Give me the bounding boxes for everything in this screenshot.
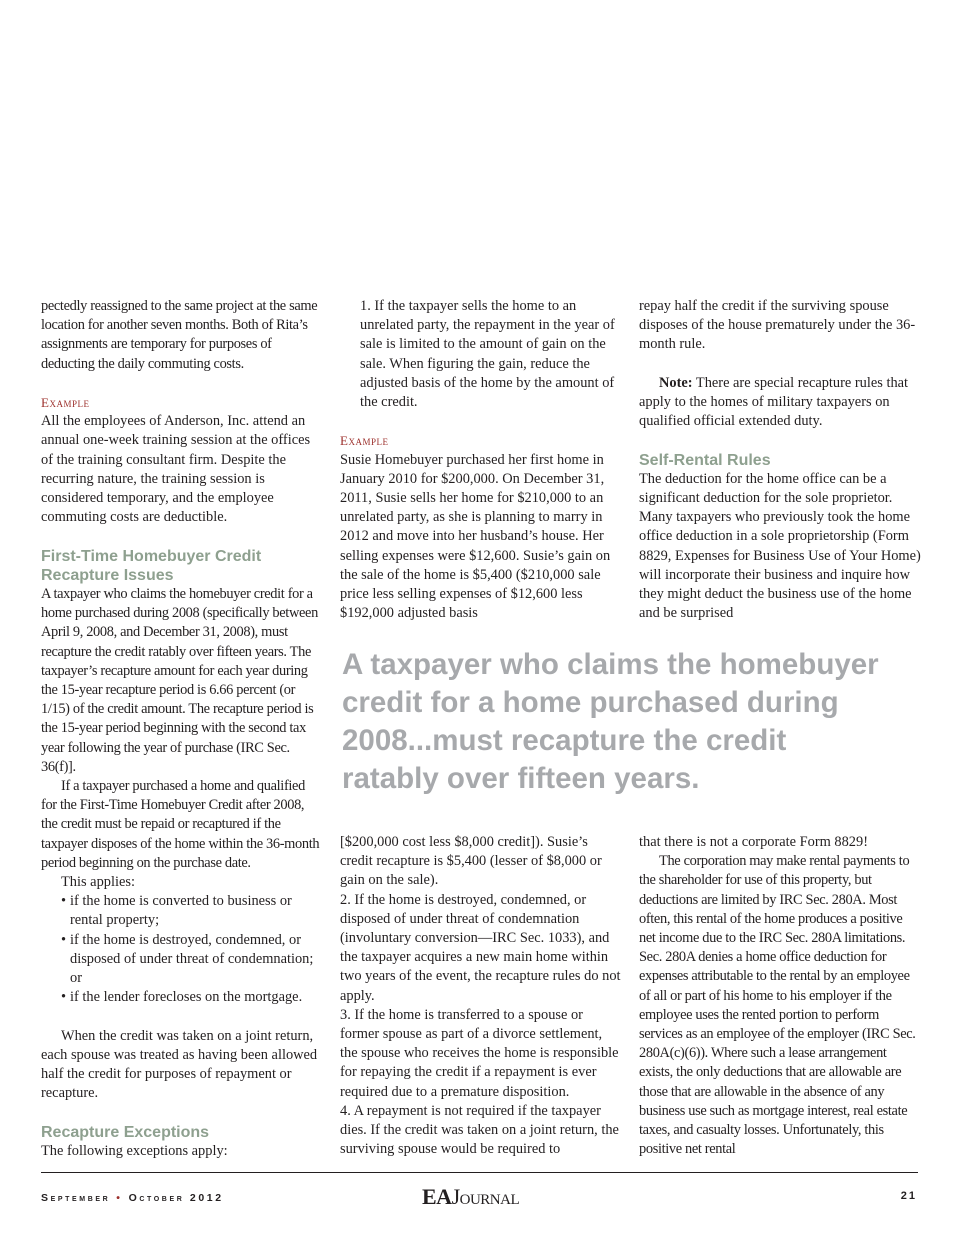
article-column-3-continued [639,833,921,1159]
article-column-2-continued [340,833,622,1159]
pull-quote [342,646,932,798]
paragraph: This applies: [61,874,135,891]
paragraph: pectedly reassigned to the same project at the same location for another seven months. Both of Rita’s assignments are temporary for purposes of deducting the daily commuting costs. [41,298,318,372]
note-label: Note: [659,374,693,391]
pull-quote-line: credit for a home purchased during [342,686,839,719]
section-heading: Self-Rental Rules [639,451,771,469]
pull-quote-line: ratably over fifteen years. [342,762,700,795]
paragraph: 3. If the home is transferred to a spouse or former spouse as part of a divorce settlement, the spouse who receives the home is responsible for repaying the credit if a repayment is ever required due to a premature disposition. [340,1006,619,1100]
note-text: There are special recapture rules that apply to the homes of military taxpayers on qualified official extended duty. [639,374,909,430]
note-paragraph [639,374,921,432]
example-paragraph: All the employees of Anderson, Inc. attend an annual one-week training session at the offices of the training consultant firm. Despite the recurring nature, the training session is considered temporary, and the employee commuting costs are deductible. [41,413,311,526]
article-column-2 [340,297,622,623]
paragraph: that there is not a corporate Form 8829! [639,834,868,850]
section-heading: Recapture Exceptions [41,1123,210,1141]
list-item: • if the home is destroyed, condemned, or disposed of under threat of condemnation; or [61,931,323,989]
paragraph: 1. If the taxpayer sells the home to an unrelated party, the repayment in the year of sale is limited to the amount of gain on the sale. When figuring the gain, reduce the adjusted basis of the home by the amount of the credit. [360,298,615,411]
list-item: • if the home is converted to business or rental property; [61,892,323,930]
page-number: 21 [900,1190,917,1202]
paragraph: 4. A repayment is not required if the taxpayer dies. If the credit was taken on a joint return, the surviving spouse would be required to [340,1102,619,1158]
issue-month-1: September [41,1192,111,1204]
footer-divider [41,1172,918,1173]
ea-journal-logo [422,1184,519,1210]
paragraph: The deduction for the home office can be a significant deduction for the sole proprietor. Many taxpayers who previously took the home office deduction in a sole proprietorship (Form 8829, Expenses for Business Use of Your Home) will incorporate their business and inquire how they might deduct the business use of the home and be surprised [639,470,921,622]
list-item: • if the lender forecloses on the mortgage. [61,988,323,1007]
bullet-list [41,892,323,1007]
example-paragraph: Susie Homebuyer purchased her first home in January 2010 for $200,000. On December 31, 2011, Susie sells her home for $210,000 to an unrelated party, as she is planning to marry in 2012 and move into her husband’s house. Her selling expenses were $12,600. Susie’s gain on the sale of the home is $5,400 ($210,000 sale price less selling expenses of $12,600 less $192,000 adjusted basis [340,451,611,622]
paragraph: repay half the credit if the surviving spouse disposes of the house prematurely under the 36-month rule. [639,298,916,353]
article-column-1 [41,297,323,1161]
logo-ea: EA [422,1184,452,1209]
pull-quote-line: A taxpayer who claims the homebuyer [342,648,879,681]
paragraph: 2. If the home is destroyed, condemned, or disposed of under threat of condemnation (involuntary conversion—IRC Sec. 1033), and the taxpayer acquires a new main home within two years of the event, the recapture rules do not apply. [340,891,621,1004]
example-label: Example [41,395,90,410]
paragraph: [$200,000 cost less $8,000 credit]). Susie’s credit recapture is $5,400 (lesser of $8,000 or gain on the sale). [340,834,602,889]
paragraph: The corporation may make rental payments to the shareholder for use of this property, but deductions are limited by IRC Sec. 280A. Most often, this rental of the home produces a positive net income due to the IRC Sec. 280A limitations. Sec. 280A denies a home office deduction for expenses attributable to the rental by an employee of all or part of his home to his employer if the employee uses the rented portion to perform services as an employee of the employer (IRC Sec. 280A(c)(6)). Where such a lease arrangement exists, the only deductions that are allowable are those that are allowable in the absence of any business use such as mortgage interest, real estate taxes, and casualty losses. Unfortunately, this positive net rental [639,853,916,1158]
bullet-separator: • [116,1192,123,1204]
paragraph: If a taxpayer purchased a home and qualified for the First-Time Homebuyer Credit after 2008, the credit must be repaid or recaptured if the taxpayer disposes of the home within the 36-month period beginning on the purchase date. [41,778,320,871]
paragraph: A taxpayer who claims the homebuyer credit for a home purchased during 2008 (specifically between April 9, 2008, and December 31, 2008), must recapture the credit ratably over fifteen years. The taxpayer’s recapture amount for each year during the 15-year recapture period is 6.66 percent (or 1/15) of the credit amount. The recapture period is the 15-year period beginning with the second tax year following the year of purchase (IRC Sec. 36(f)]. [41,586,318,775]
section-heading: First-Time Homebuyer Credit Recapture Issues [41,547,262,584]
paragraph: When the credit was taken on a joint return, each spouse was treated as having been allowed half the credit for purposes of repayment or recapture. [41,1027,318,1102]
paragraph: The following exceptions apply: [41,1142,228,1159]
article-column-3 [639,297,921,623]
pull-quote-line: 2008...must recapture the credit [342,724,787,757]
issue-date [41,1192,224,1204]
logo-journal: Journal [451,1184,520,1209]
issue-month-2: October 2012 [128,1192,224,1204]
example-label: Example [340,433,389,449]
